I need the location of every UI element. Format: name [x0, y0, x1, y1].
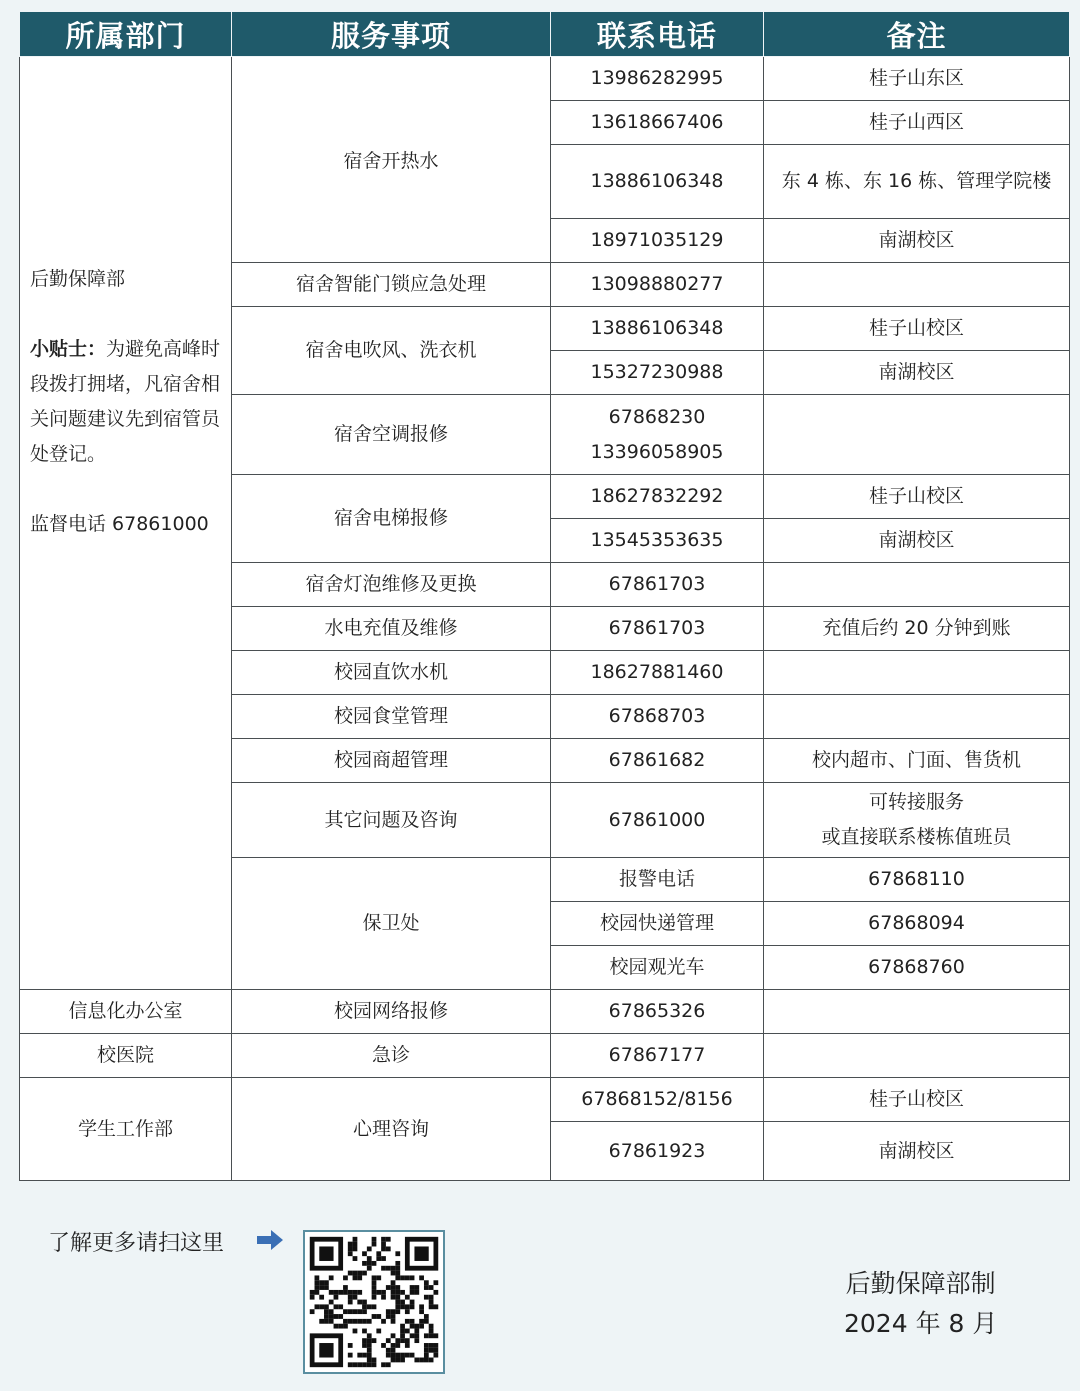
note-cell: 南湖校区	[764, 351, 1070, 395]
arrow-right-icon	[256, 1229, 284, 1251]
qr-code-graphic	[305, 1232, 443, 1372]
service-cell: 校园观光车	[551, 946, 764, 990]
dept-hospital: 校医院	[20, 1034, 232, 1078]
phone-cell: 67861000	[551, 783, 764, 858]
contact-table	[19, 11, 1070, 1181]
header-department: 所属部门	[20, 12, 232, 57]
service-cell: 心理咨询	[232, 1078, 551, 1181]
note-cell: 桂子山校区	[764, 475, 1070, 519]
service-hot-water: 宿舍开热水	[232, 57, 551, 263]
phone-cell: 18971035129	[551, 219, 764, 263]
phone-cell: 18627832292	[551, 475, 764, 519]
table-row	[20, 57, 1070, 101]
service-cell: 报警电话	[551, 858, 764, 902]
note-line: 可转接服务	[868, 791, 964, 813]
supervise-phone: 监督电话 67861000	[30, 513, 209, 535]
phone-cell: 67865326	[551, 990, 764, 1034]
note-cell	[764, 990, 1070, 1034]
made-date: 2024 年 8 月	[844, 1309, 998, 1338]
note-cell: 东 4 栋、东 16 栋、管理学院楼	[764, 145, 1070, 219]
phone-cell: 67868094	[764, 902, 1070, 946]
scan-hint-text: 了解更多请扫这里	[48, 1231, 225, 1256]
phone-cell: 13098880277	[551, 263, 764, 307]
phone-line: 13396058905	[590, 440, 724, 463]
note-cell: 桂子山东区	[764, 57, 1070, 101]
note-cell: 桂子山校区	[764, 307, 1070, 351]
phone-cell	[551, 395, 764, 475]
tip-text	[30, 338, 220, 465]
note-cell: 南湖校区	[764, 519, 1070, 563]
header-note: 备注	[764, 12, 1070, 57]
note-line: 或直接联系楼栋值班员	[821, 826, 1012, 848]
phone-cell: 67867177	[551, 1034, 764, 1078]
service-cell: 校园直饮水机	[232, 651, 551, 695]
phone-cell: 67861703	[551, 607, 764, 651]
dept-logistics-cell	[20, 57, 232, 990]
note-cell	[764, 651, 1070, 695]
service-cell: 宿舍智能门锁应急处理	[232, 263, 551, 307]
service-cell: 宿舍电吹风、洗衣机	[232, 307, 551, 395]
made-by: 后勤保障部制	[845, 1269, 996, 1298]
service-cell: 水电充值及维修	[232, 607, 551, 651]
table-header-row	[20, 12, 1070, 57]
note-cell	[764, 563, 1070, 607]
service-cell: 宿舍空调报修	[232, 395, 551, 475]
service-cell: 急诊	[232, 1034, 551, 1078]
table-row	[20, 990, 1070, 1034]
note-cell: 南湖校区	[764, 1122, 1070, 1181]
note-cell: 校内超市、门面、售货机	[764, 739, 1070, 783]
tip-body: 为避免高峰时段拨打拥堵，凡宿舍相关问题建议先到宿管员处登记。	[30, 338, 221, 465]
service-cell: 宿舍灯泡维修及更换	[232, 563, 551, 607]
table-row	[20, 1034, 1070, 1078]
phone-cell: 13986282995	[551, 57, 764, 101]
tip-title: 小贴士：	[30, 338, 107, 360]
phone-cell: 67868703	[551, 695, 764, 739]
phone-cell: 13618667406	[551, 101, 764, 145]
note-cell: 南湖校区	[764, 219, 1070, 263]
phone-cell: 67868152/8156	[551, 1078, 764, 1122]
phone-cell: 18627881460	[551, 651, 764, 695]
table-row	[20, 1078, 1070, 1122]
note-cell: 桂子山校区	[764, 1078, 1070, 1122]
service-cell: 校园快递管理	[551, 902, 764, 946]
note-cell	[764, 263, 1070, 307]
contact-table-container	[19, 11, 1069, 1181]
phone-cell: 67861682	[551, 739, 764, 783]
phone-cell: 67861703	[551, 563, 764, 607]
note-cell	[764, 695, 1070, 739]
service-cell: 校园食堂管理	[232, 695, 551, 739]
dept-student-affairs: 学生工作部	[20, 1078, 232, 1181]
note-cell	[764, 1034, 1070, 1078]
qr-code-icon[interactable]	[303, 1230, 445, 1374]
dept-it-office: 信息化办公室	[20, 990, 232, 1034]
phone-line: 67868230	[608, 405, 706, 428]
phone-cell: 67861923	[551, 1122, 764, 1181]
signature-block	[844, 1264, 997, 1344]
note-cell	[764, 395, 1070, 475]
service-cell: 校园网络报修	[232, 990, 551, 1034]
phone-cell: 67868760	[764, 946, 1070, 990]
service-cell: 其它问题及咨询	[232, 783, 551, 858]
service-cell: 宿舍电梯报修	[232, 475, 551, 563]
phone-cell: 13545353635	[551, 519, 764, 563]
phone-cell: 13886106348	[551, 145, 764, 219]
header-phone: 联系电话	[551, 12, 764, 57]
note-cell: 充值后约 20 分钟到账	[764, 607, 1070, 651]
dept-logistics: 后勤保障部	[30, 268, 126, 290]
header-service: 服务事项	[232, 12, 551, 57]
phone-cell: 13886106348	[551, 307, 764, 351]
phone-cell: 67868110	[764, 858, 1070, 902]
service-cell: 校园商超管理	[232, 739, 551, 783]
note-cell	[764, 783, 1070, 858]
phone-cell: 15327230988	[551, 351, 764, 395]
dept-security: 保卫处	[232, 858, 551, 990]
note-cell: 桂子山西区	[764, 101, 1070, 145]
